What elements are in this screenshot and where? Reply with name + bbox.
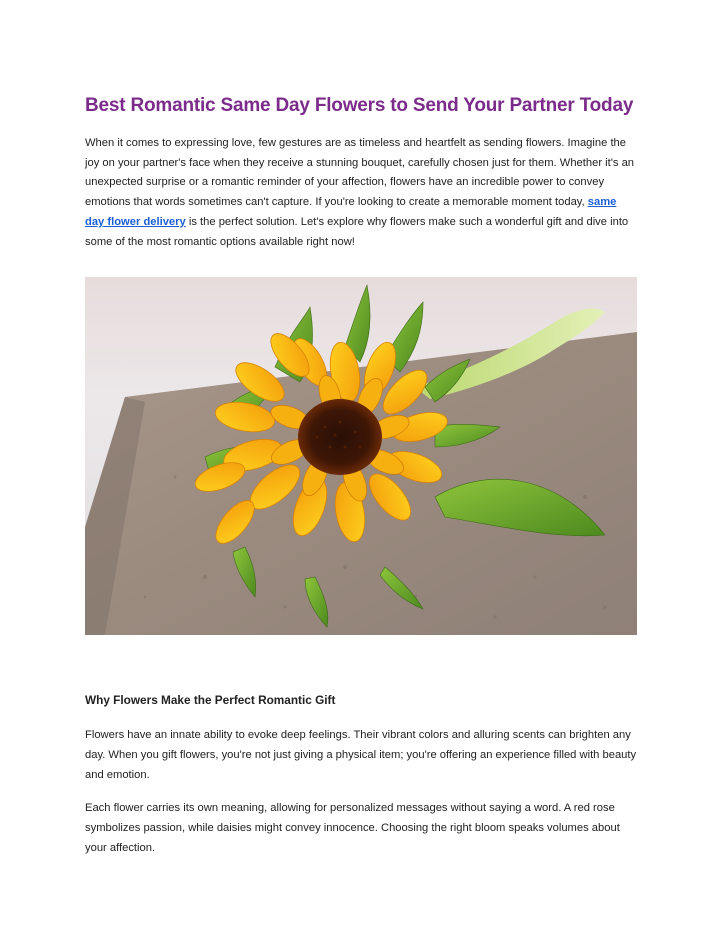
article [85,92,637,858]
body-paragraph-1: Flowers have an innate ability to evoke deep feelings. Their vibrant colors and alluring scents can brighten any day. When you gift flowers, you're not just giving a physical item; you're offering an experience filled with beauty and emotion. [85,729,637,781]
article-title: Best Romantic Same Day Flowers to Send Your Partner Today [85,95,634,116]
section-heading: Why Flowers Make the Perfect Romantic Gift [85,693,336,708]
same-day-delivery-link[interactable]: same day flower delivery [85,196,617,228]
sunflower-photo [85,277,637,635]
intro-paragraph [85,134,637,252]
intro-text-before-link: When it comes to expressing love, few gestures are as timeless and heartfelt as sending flowers. Imagine the joy on your partner's face when they receive a stunning bouquet, carefully chosen just for them. Whether it's an unexpected surprise or a romantic reminder of your affection, flowers have an incredible power to convey emotions that words sometimes can't capture. If you're looking to create a memorable moment today, [85,137,635,209]
sunflower-illustration [85,277,637,635]
body-paragraph-2: Each flower carries its own meaning, allowing for personalized messages without saying a word. A red rose symbolizes passion, while daisies might convey innocence. Choosing the right bloom speaks volumes about your affection. [85,802,620,854]
intro-text-after-link: is the perfect solution. Let's explore why flowers make such a wonderful gift and dive into some of the most romantic options available right now! [85,215,629,248]
